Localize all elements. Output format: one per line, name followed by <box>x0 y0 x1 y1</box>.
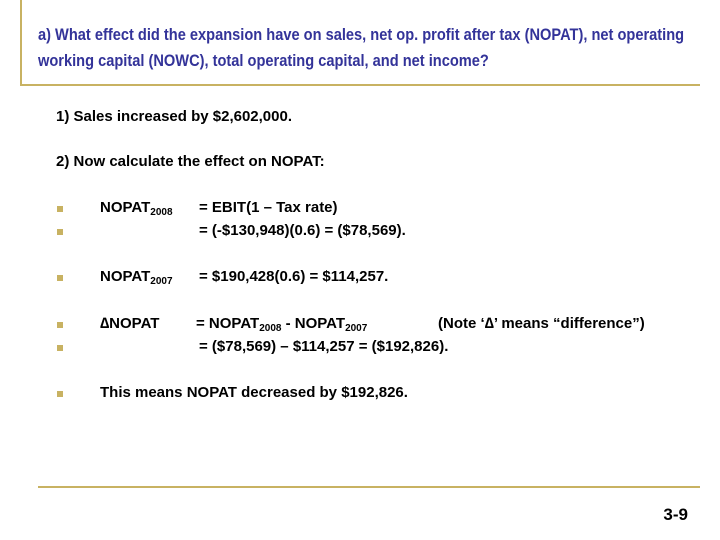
delta-nopat-value: = ($78,569) – $114,257 = ($192,826). <box>199 338 449 355</box>
nopat-2008-formula: = EBIT(1 – Tax rate) <box>199 199 338 216</box>
bullet-marker <box>57 229 63 235</box>
bullet-marker <box>57 391 63 397</box>
nopat-2007-value: = $190,428(0.6) = $114,257. <box>199 268 389 285</box>
page-number: 3-9 <box>663 505 688 524</box>
bullet-marker <box>57 206 63 212</box>
bullet-marker <box>57 322 63 328</box>
delta-nopat-label: ∆NOPAT <box>100 315 160 332</box>
step-1-text: 1) Sales increased by $2,602,000. <box>56 108 292 125</box>
delta-nopat-formula: = $NOPAT_{2008}$ - $NOPAT_{2007}$ <box>196 315 368 334</box>
title-underline <box>20 84 700 86</box>
conclusion-text: This means NOPAT decreased by $192,826. <box>100 384 408 401</box>
left-rule <box>20 0 22 84</box>
footer-rule <box>38 486 700 488</box>
bullet-marker <box>57 275 63 281</box>
step-2-text: 2) Now calculate the effect on NOPAT: <box>56 153 325 170</box>
nopat-2008-label: $NOPAT_{2008}$ <box>100 199 173 218</box>
nopat-2008-value: = (-$130,948)(0.6) = ($78,569). <box>199 222 406 239</box>
slide-title: a) What effect did the expansion have on sales, net op. profit after tax (NOPAT), net operating working capital (NOWC), total operating capital, and net income? <box>38 25 685 70</box>
nopat-2007-label: $NOPAT_{2007}$ <box>100 268 173 287</box>
bullet-marker <box>57 345 63 351</box>
delta-note: (Note ‘∆’ means “difference”) <box>438 315 645 332</box>
